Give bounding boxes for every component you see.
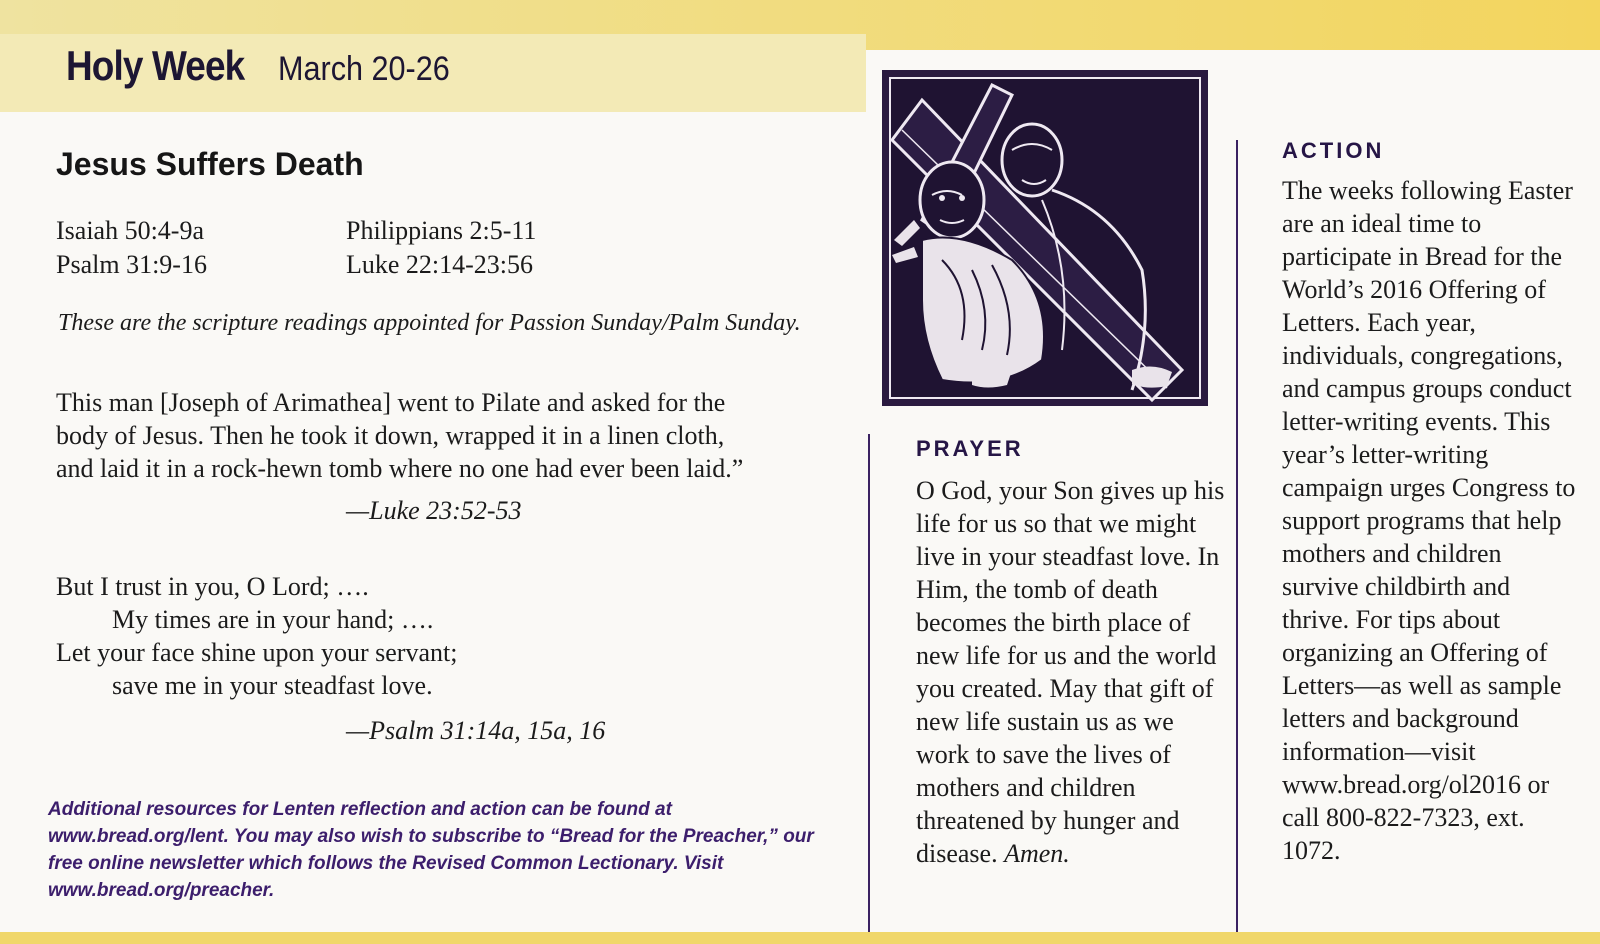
readings-left: [56, 214, 207, 282]
reading-item: Luke 22:14-23:56: [346, 250, 534, 279]
action-label: ACTION: [1282, 138, 1385, 163]
prayer-body: O God, your Son gives up his life for us so that we might live in your steadfast love. In Him, the tomb of death becomes the birth place of new life for us and the world you created. May that gift of new life sustain us as we work to save the lives of mothers and children threatened by hunger and disease.: [916, 476, 1225, 868]
quote-line: This man [Joseph of Arimathea] went to Pilate and asked for the: [56, 388, 726, 417]
reading-item: Psalm 31:9-16: [56, 250, 207, 279]
prayer-amen: Amen.: [1004, 839, 1070, 868]
bottom-yellow-band: [0, 932, 1600, 944]
quote-line: My times are in your hand; ….: [112, 605, 434, 634]
quote-line: and laid it in a rock-hewn tomb where no one had ever been laid.”: [56, 454, 744, 483]
quote-psalm: [56, 570, 457, 702]
section-subtitle: Jesus Suffers Death: [56, 146, 364, 182]
quote-line: But I trust in you, O Lord; ….: [56, 572, 369, 601]
action-divider: [1236, 140, 1238, 932]
page-dates: March 20-26: [278, 50, 450, 88]
prayer-text: [916, 474, 1230, 870]
jesus-carrying-cross-icon: [882, 70, 1208, 406]
reading-item: Philippians 2:5-11: [346, 216, 537, 245]
quote-luke: [56, 386, 743, 485]
action-text: The weeks following Easter are an ideal time to participate in Bread for the World’s 2016 Offering of Letters. Each year, individuals, congregations, and campus groups conduct letter-writing events. This year’s letter-writing campaign urges Congress to support programs that help mothers and children survive childbirth and thrive. For tips about organizing an Offering of Letters—as well as sample letters and background information—visit www.bread.org/ol2016 or call 800-822-7323, ext. 1072.: [1282, 176, 1576, 865]
readings-note: These are the scripture readings appointed for Passion Sunday/Palm Sunday.: [58, 310, 801, 336]
prayer-divider: [868, 434, 870, 932]
quote-line: body of Jesus. Then he took it down, wrapped it in a linen cloth,: [56, 421, 725, 450]
quote-line: save me in your steadfast love.: [112, 671, 433, 700]
readings-right: [346, 214, 536, 282]
reading-item: Isaiah 50:4-9a: [56, 216, 205, 245]
prayer-label: PRAYER: [916, 436, 1024, 461]
quote-line: Let your face shine upon your servant;: [56, 638, 458, 667]
woodcut-illustration: [882, 70, 1208, 406]
resources-note: Additional resources for Lenten reflection and action can be found at www.bread.org/lent. You may also wish to subscribe to “Bread for the Preacher,” our free online newsletter which follows the Revised Common Lectionary. Visit www.bread.org/preacher.: [48, 799, 814, 901]
page-title: Holy Week: [66, 42, 245, 89]
quote-luke-citation: —Luke 23:52-53: [346, 496, 522, 525]
quote-psalm-citation: —Psalm 31:14a, 15a, 16: [346, 716, 606, 745]
